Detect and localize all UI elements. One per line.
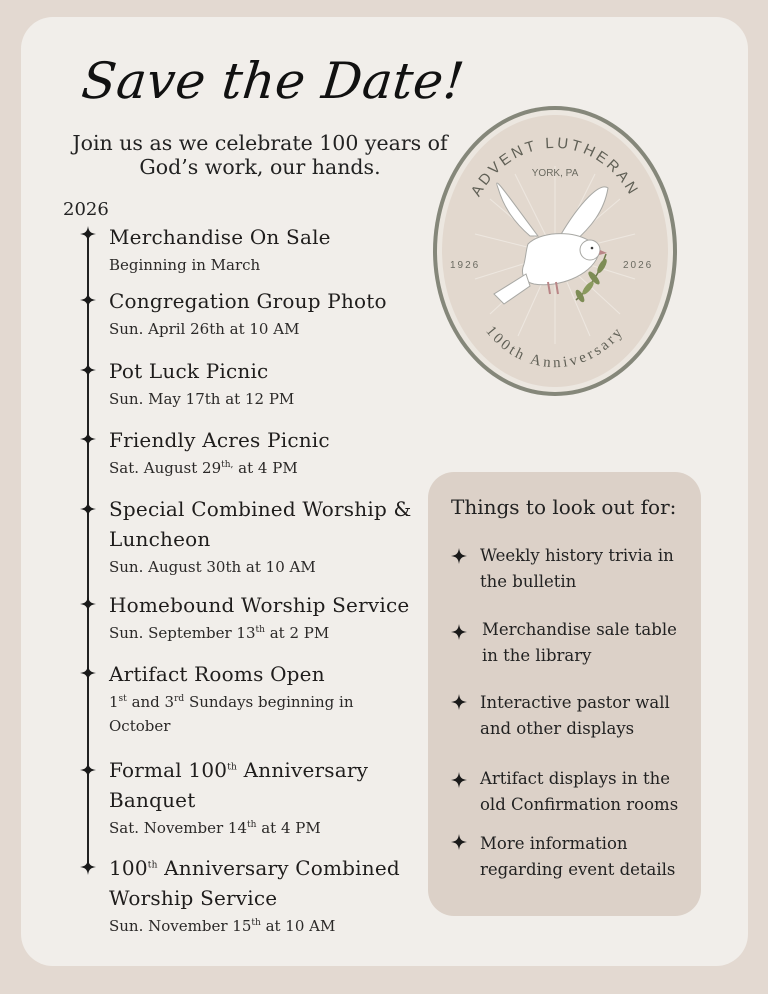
event-date: Beginning in March <box>109 256 261 274</box>
event-date: Sat. November 14th at 4 PM <box>109 819 321 837</box>
timeline-event <box>109 494 427 579</box>
timeline-event <box>109 425 429 480</box>
event-date: Sun. April 26th at 10 AM <box>109 320 300 338</box>
event-title: Congregation Group Photo <box>109 289 387 313</box>
event-title: Homebound Worship Service <box>109 593 410 617</box>
star-icon <box>80 501 96 517</box>
star-icon <box>80 859 96 875</box>
star-icon <box>451 694 467 710</box>
anniversary-emblem <box>430 104 680 398</box>
emblem-anniversary-arc: 100th Anniversary <box>482 323 628 372</box>
star-icon <box>451 624 467 640</box>
emblem-name-arc: ADVENT LUTHERAN <box>467 134 643 200</box>
event-date: Sun. May 17th at 12 PM <box>109 390 295 408</box>
timeline-year: 2026 <box>63 199 109 220</box>
event-title: Pot Luck Picnic <box>109 359 269 383</box>
star-icon <box>451 834 467 850</box>
event-title: Special Combined Worship & Luncheon <box>109 497 412 551</box>
timeline-event <box>109 356 429 411</box>
emblem-year-right: 2026 <box>623 260 654 271</box>
timeline-event <box>109 286 429 341</box>
star-icon <box>80 226 96 242</box>
star-icon <box>451 548 467 564</box>
intro-text: Join us as we celebrate 100 years of God’s work, our hands. <box>72 131 448 179</box>
emblem-year-left: 1926 <box>450 260 481 271</box>
star-icon <box>80 431 96 447</box>
timeline-event <box>109 755 399 840</box>
lookout-item: Interactive pastor wall and other displays <box>480 693 670 738</box>
lookout-item: Artifact displays in the old Confirmation rooms <box>480 769 679 814</box>
timeline-event <box>109 853 419 938</box>
event-date: Sun. September 13th at 2 PM <box>109 624 330 642</box>
event-date: Sat. August $29^{th,}$ at 4 PM <box>109 459 298 477</box>
star-icon <box>80 665 96 681</box>
event-date: Sun. November 15th at 10 AM <box>109 917 336 935</box>
timeline-event <box>109 659 394 738</box>
star-icon <box>80 596 96 612</box>
event-title: Formal 100th Anniversary Banquet <box>109 758 369 812</box>
lookout-item: More information regarding event details <box>480 834 676 879</box>
timeline-event <box>109 590 429 645</box>
lookout-item: Merchandise sale table in the library <box>482 620 677 665</box>
event-title: Merchandise On Sale <box>109 225 331 249</box>
event-title: Artifact Rooms Open <box>109 662 325 686</box>
event-date: Sun. August 30th at 10 AM <box>109 558 316 576</box>
event-date: 1st and 3rd Sundays beginning in October <box>109 693 354 735</box>
event-title: Friendly Acres Picnic <box>109 428 330 452</box>
star-icon <box>451 772 467 788</box>
star-icon <box>80 362 96 378</box>
event-title: 100th Anniversary Combined Worship Service <box>109 856 400 910</box>
headline: Save the Date! <box>78 52 468 110</box>
emblem-location: YORK, PA <box>531 168 579 179</box>
lookout-item: Weekly history trivia in the bulletin <box>480 546 674 591</box>
star-icon <box>80 292 96 308</box>
lookout-title: Things to look out for: <box>451 495 677 519</box>
star-icon <box>80 762 96 778</box>
timeline-event <box>109 222 429 277</box>
